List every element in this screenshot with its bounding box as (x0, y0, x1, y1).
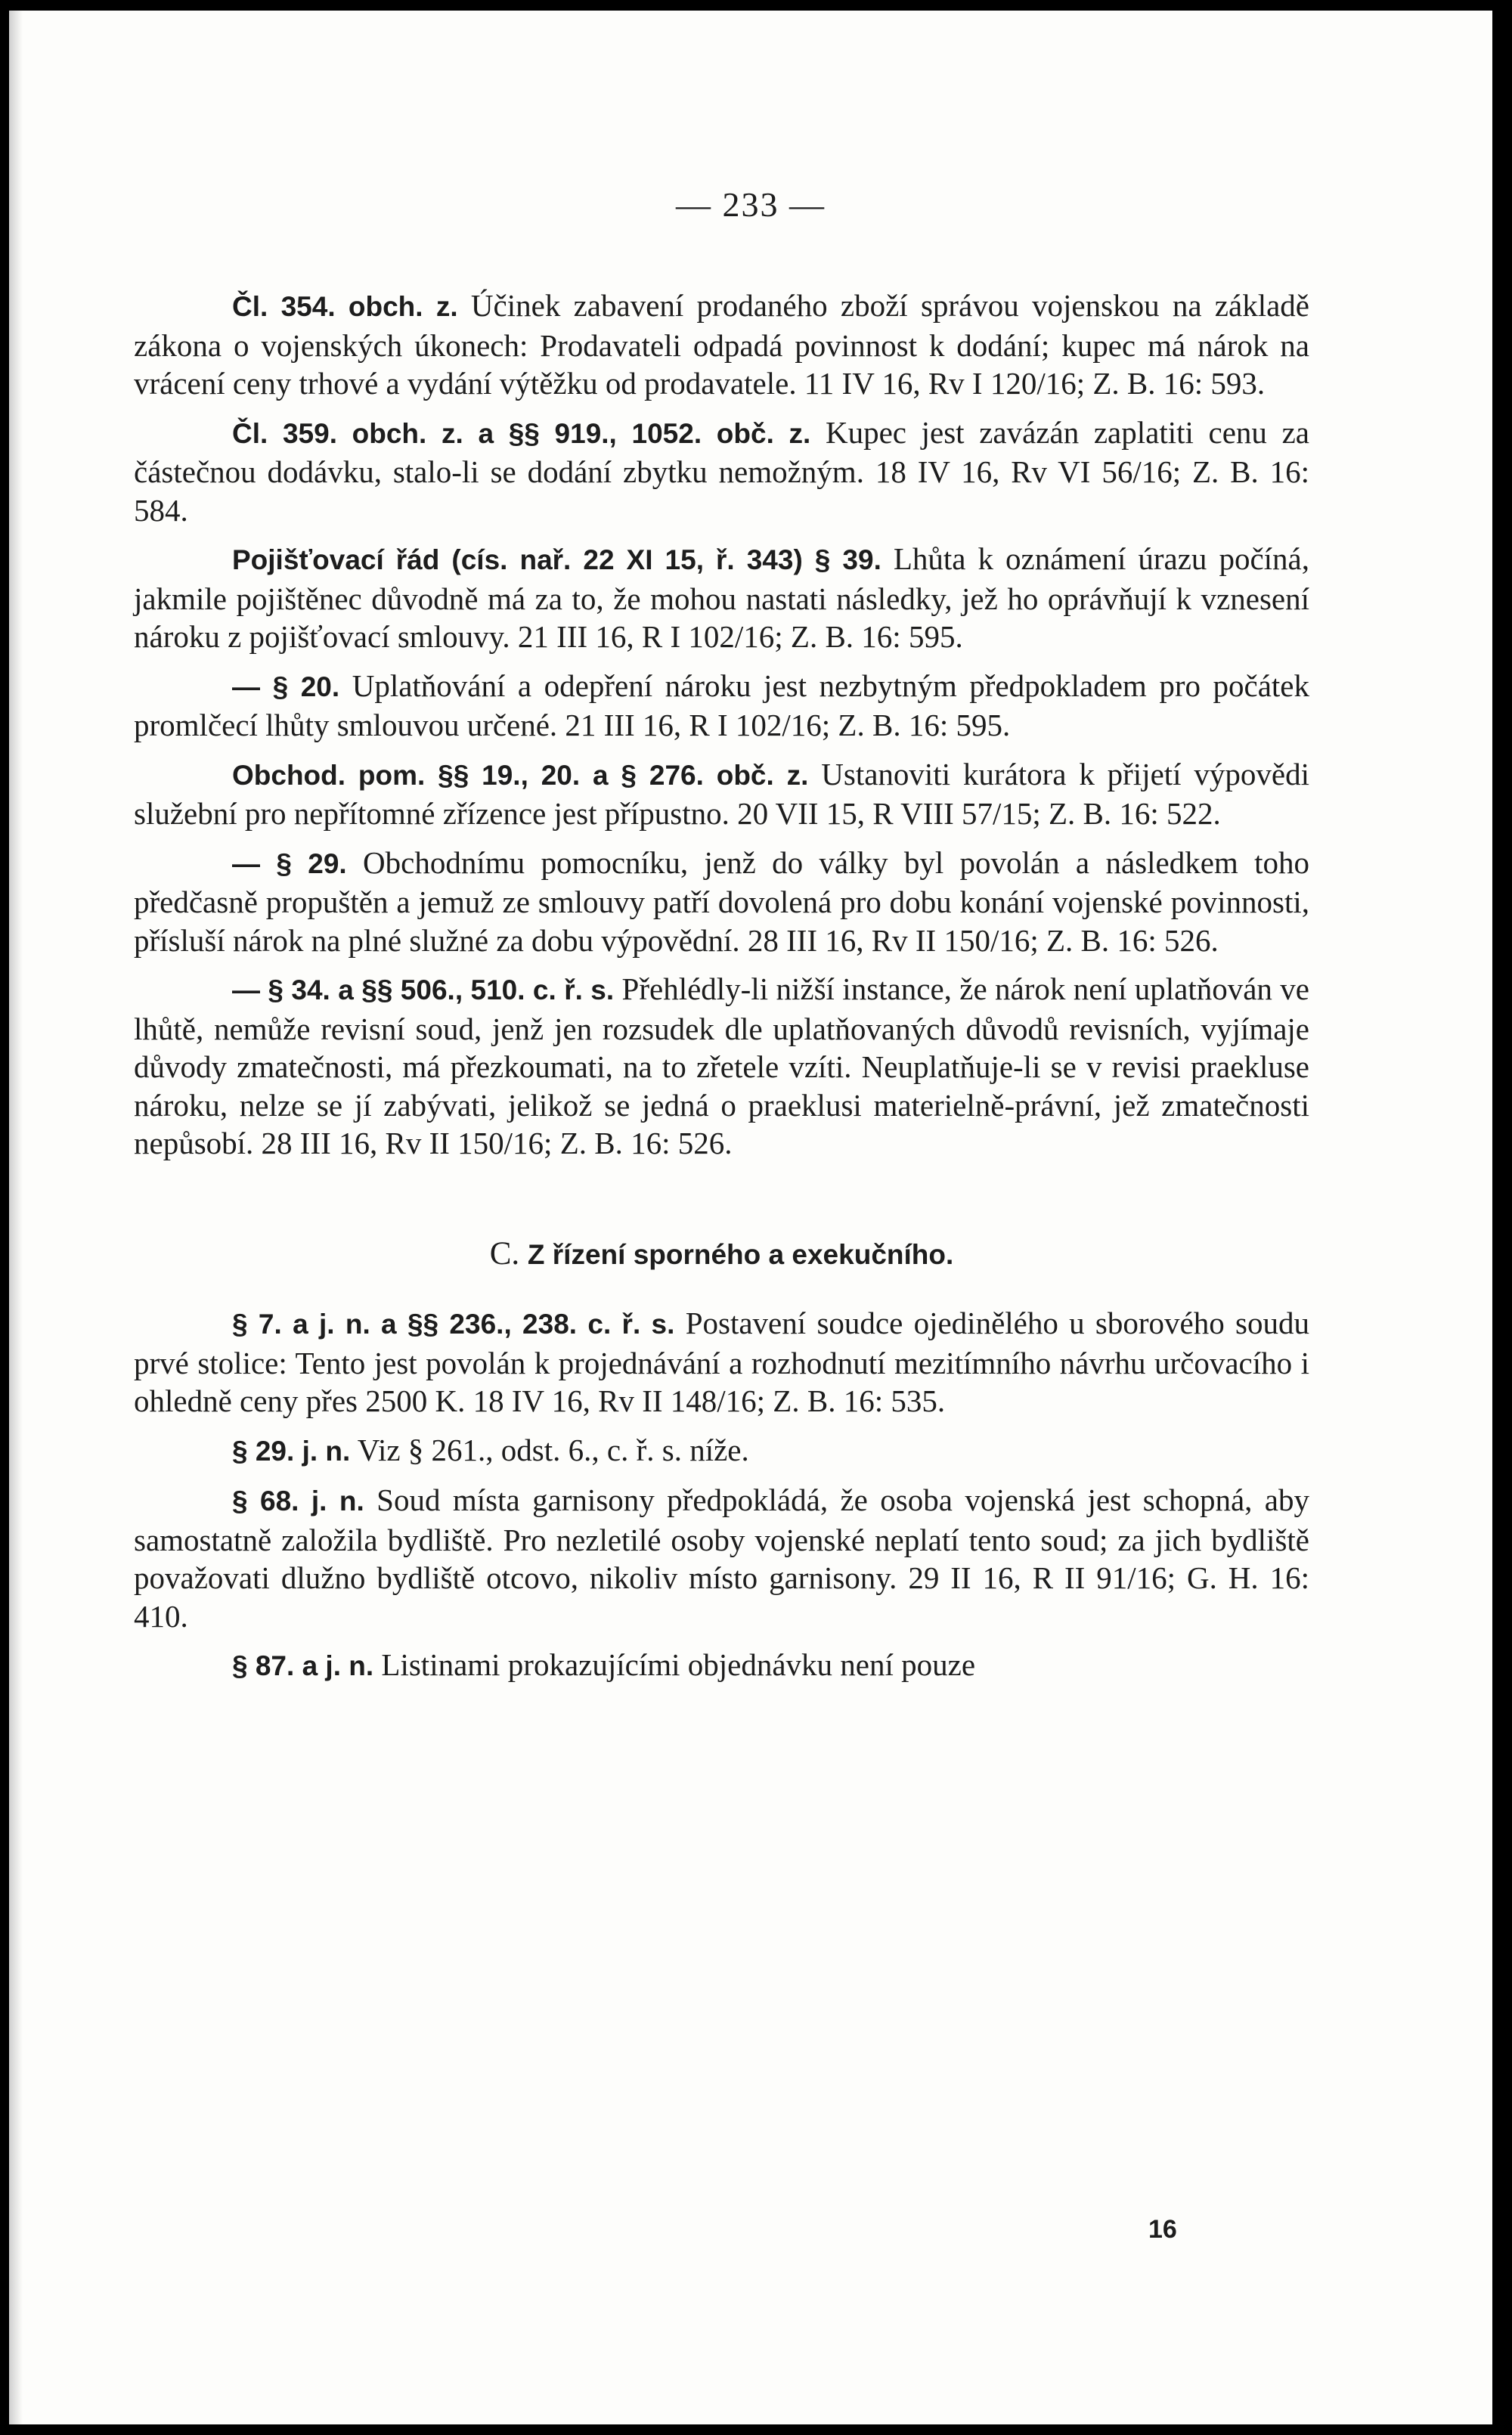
entry-paragraph (134, 1304, 1309, 1420)
entry-citation: § 87. a j. n. (232, 1650, 374, 1681)
entry-citation: § 68. j. n. (232, 1485, 364, 1516)
entry-text: Postavení soudce ojedinělého u sborového soudu prvé stolice: Tento jest povolán k projednávání a rozhodnutí mezitímního návrhu určovacího i ohledně ceny přes 2500 K. 18 IV 16, Rv II 148/16; Z. B. 16: 535. (134, 1306, 1309, 1418)
section-letter: C. (489, 1235, 520, 1272)
entry-citation: § 7. a j. n. a §§ 236., 238. c. ř. s. (232, 1309, 675, 1340)
entry-citation: Obchod. pom. §§ 19., 20. a § 276. obč. z. (232, 759, 809, 791)
entry-citation: — § 20. (232, 671, 340, 702)
entry-text: Ustanoviti kurátora k přijetí výpovědi služební pro nepřítomné zřízence jest přípustno. 20 VII 15, R VIII 57/15; Z. B. 16: 522. (134, 756, 1309, 831)
entry-paragraph (134, 287, 1309, 403)
entry-citation: Pojišťovací řád (cís. nař. 22 XI 15, ř. 343) § 39. (232, 544, 881, 575)
entry-text: Přehlédly-li nižší instance, že nárok není uplatňován ve lhůtě, nemůže revisní soud, jenž jen rozsudek dle uplatňovaných důvodů revisních, vyjímaje důvody zmatečnosti, má přezkoumati, na to zřetele vzíti. Neuplatňuje-li se v revisi praekluse nároku, nelze se jí zabývati, jelikož se jedná o praeklusi materielně-právní, jež zmatečnosti nepůsobí. 28 III 16, Rv II 150/16; Z. B. 16: 526. (134, 971, 1310, 1160)
book-page (9, 11, 1492, 2424)
section-title: Z řízení sporného a exekučního. (527, 1238, 954, 1270)
entry-text: Obchodnímu pomocníku, jenž do války byl povolán a následkem toho předčasně propuštěn a jemuž ze smlouvy patří dovolená pro dobu konání vojenské povinnosti, přísluší nárok na plné služné za dobu výpovědní. 28 III 16, Rv II 150/16; Z. B. 16: 526. (134, 844, 1309, 958)
entry-paragraph (134, 1481, 1309, 1635)
entry-citation: § 29. j. n. (232, 1435, 351, 1467)
entry-citation: Čl. 354. obch. z. (232, 291, 458, 322)
entry-text: Listinami prokazujícími objednávku není pouze (373, 1647, 976, 1682)
page-body (134, 287, 1309, 1696)
entry-paragraph (134, 414, 1309, 530)
entry-paragraph (134, 540, 1309, 656)
entry-text: Lhůta k oznámení úrazu počíná, jakmile pojištěnec důvodně má za to, že mohou nastati následky, jež ho oprávňují k vznesení nároku z pojišťovací smlouvy. 21 III 16, R I 102/16; Z. B. 16: 595. (134, 541, 1309, 654)
entry-paragraph (134, 755, 1309, 833)
entry-text: Soud místa garnisony předpokládá, že osoba vojenská jest schopná, aby samostatně založila bydliště. Pro nezletilé osoby vojenské neplatí tento soud; za jich bydliště považovati dlužno bydliště otcovo, nikoliv místo garnisony. 29 II 16, R II 91/16; G. H. 16: 410. (134, 1482, 1309, 1634)
entry-citation: Čl. 359. obch. z. a §§ 919., 1052. obč. z. (232, 417, 811, 449)
section-heading (134, 1235, 1309, 1275)
entry-paragraph (134, 1646, 1309, 1686)
entry-paragraph (134, 970, 1309, 1163)
entry-text: Kupec jest zavázán zaplatiti cenu za částečnou dodávku, stalo-li se dodání zbytku nemožným. 18 IV 16, Rv VI 56/16; Z. B. 16: 584. (134, 414, 1309, 528)
entry-citation: — § 34. a §§ 506., 510. c. ř. s. (232, 974, 615, 1005)
entry-paragraph (134, 1431, 1309, 1471)
entry-paragraph (134, 844, 1309, 960)
entry-text: Účinek zabavení prodaného zboží správou vojenskou na základě zákona o vojenských úkonech: Prodavateli odpadá povinnost k dodání; kupec má nárok na vrácení ceny trhové a vydání výtěžku od prodavatele. 11 IV 16, Rv I 120/16; Z. B. 16: 593. (134, 288, 1309, 401)
entry-text: Viz § 261., odst. 6., c. ř. s. níže. (350, 1432, 749, 1467)
page-number: — 233 — (676, 185, 826, 224)
page-edge-shadow (9, 11, 23, 2424)
entry-paragraph (134, 667, 1309, 745)
entry-citation: — § 29. (232, 847, 347, 879)
sheet-number: 16 (1148, 2215, 1177, 2244)
entry-text: Uplatňování a odepření nároku jest nezbytným předpokladem pro počátek promlčecí lhůty smlouvou určené. 21 III 16, R I 102/16; Z. B. 16: 595. (134, 668, 1310, 742)
